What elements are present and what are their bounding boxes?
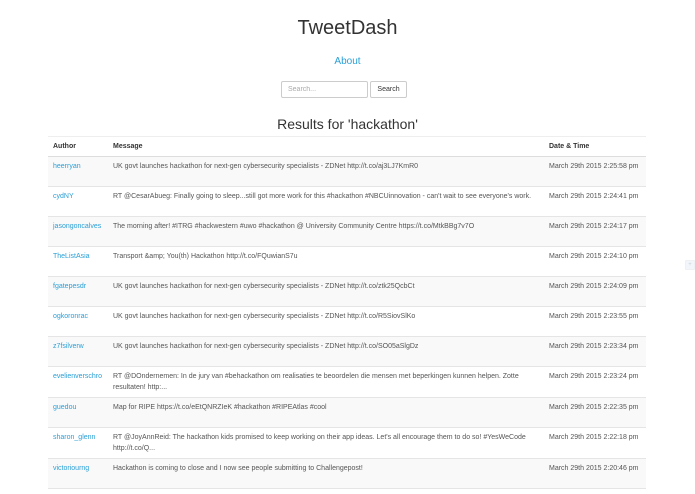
datetime-cell: March 29th 2015 2:24:09 pm (544, 277, 646, 307)
table-row (48, 217, 646, 247)
message-cell: Hackathon is coming to close and I now see people submitting to Challengepost! (108, 459, 544, 489)
column-header-author: Author (48, 137, 108, 157)
author-link[interactable]: z7fsilverw (53, 343, 84, 350)
author-link[interactable]: sharon_glenn (53, 434, 96, 441)
author-cell (48, 277, 108, 307)
column-header-datetime: Date & Time (544, 137, 646, 157)
message-cell: UK govt launches hackathon for next-gen cybersecurity specialists - ZDNet http://t.co/aj3LJ7KmR0 (108, 157, 544, 187)
author-link[interactable]: heerryan (53, 163, 81, 170)
datetime-cell: March 29th 2015 2:24:17 pm (544, 217, 646, 247)
author-link[interactable]: ogkoronrac (53, 313, 89, 320)
search-form (281, 81, 407, 98)
table-row (48, 337, 646, 367)
datetime-cell: March 29th 2015 2:22:18 pm (544, 428, 646, 459)
results-heading: Results for 'hackathon' (277, 116, 418, 132)
table-row (48, 428, 646, 459)
author-cell (48, 428, 108, 459)
table-row (48, 367, 646, 398)
author-link[interactable]: victoriourng (53, 465, 90, 472)
table-header-row (48, 137, 646, 157)
nav (0, 55, 695, 69)
author-cell (48, 307, 108, 337)
author-cell (48, 367, 108, 398)
datetime-cell: March 29th 2015 2:23:24 pm (544, 367, 646, 398)
message-cell: UK govt launches hackathon for next-gen cybersecurity specialists - ZDNet http://t.co/ztk25QcbCt (108, 277, 544, 307)
datetime-cell: March 29th 2015 2:22:35 pm (544, 398, 646, 428)
message-cell: Map for RIPE https://t.co/eEtQNRZIeK #hackathon #RIPEAtlas #cool (108, 398, 544, 428)
table-row (48, 307, 646, 337)
author-link[interactable]: cydNY (53, 193, 74, 200)
app-title: TweetDash (297, 17, 398, 39)
table-row (48, 187, 646, 217)
message-cell: UK govt launches hackathon for next-gen cybersecurity specialists - ZDNet http://t.co/SO05aSlgDz (108, 337, 544, 367)
column-header-message: Message (108, 137, 544, 157)
table-row (48, 459, 646, 489)
author-link[interactable]: evelienverschro (53, 373, 103, 380)
message-cell: RT @JoyAnnReid: The hackathon kids promised to keep working on their app ideas. Let's all encourage them to do so! #YesWeCode http://t.co/Q... (108, 428, 544, 459)
author-cell (48, 247, 108, 277)
search-input[interactable] (281, 81, 368, 98)
author-cell (48, 157, 108, 187)
datetime-cell: March 29th 2015 2:25:58 pm (544, 157, 646, 187)
author-cell (48, 398, 108, 428)
message-cell: RT @CesarAbueg: Finally going to sleep...still got more work for this #hackathon #NBCUinnovation - can't wait to see everyone's work. (108, 187, 544, 217)
search-button[interactable]: Search (370, 81, 407, 98)
datetime-cell: March 29th 2015 2:24:10 pm (544, 247, 646, 277)
author-link[interactable]: guedou (53, 404, 77, 411)
message-cell: The morning after! #ITRG #hackwestern #uwo #hackathon @ University Community Centre https://t.co/MtkBBg7v7O (108, 217, 544, 247)
author-link[interactable]: fgatepesdr (53, 283, 87, 290)
side-widget-button[interactable] (685, 260, 695, 270)
plus-icon: + (688, 262, 692, 268)
author-cell (48, 459, 108, 489)
table-row (48, 398, 646, 428)
message-cell: Transport &amp; You(th) Hackathon http://t.co/FQuwianS7u (108, 247, 544, 277)
table-row (48, 157, 646, 187)
author-link[interactable]: jasongoncalves (53, 223, 102, 230)
datetime-cell: March 29th 2015 2:20:46 pm (544, 459, 646, 489)
about-link[interactable]: About (334, 56, 361, 67)
message-cell: RT @DOndernemen: In de jury van #behackathon om realisaties te beoordelen die mensen met beperkingen kunnen helpen. Zotte resultaten! http:... (108, 367, 544, 398)
results-table (48, 136, 646, 489)
table-row (48, 277, 646, 307)
datetime-cell: March 29th 2015 2:23:55 pm (544, 307, 646, 337)
datetime-cell: March 29th 2015 2:23:34 pm (544, 337, 646, 367)
author-cell (48, 337, 108, 367)
message-cell: UK govt launches hackathon for next-gen cybersecurity specialists - ZDNet http://t.co/R5SiovSlKo (108, 307, 544, 337)
datetime-cell: March 29th 2015 2:24:41 pm (544, 187, 646, 217)
author-link[interactable]: TheListAsia (53, 253, 90, 260)
author-cell (48, 217, 108, 247)
table-row (48, 247, 646, 277)
author-cell (48, 187, 108, 217)
